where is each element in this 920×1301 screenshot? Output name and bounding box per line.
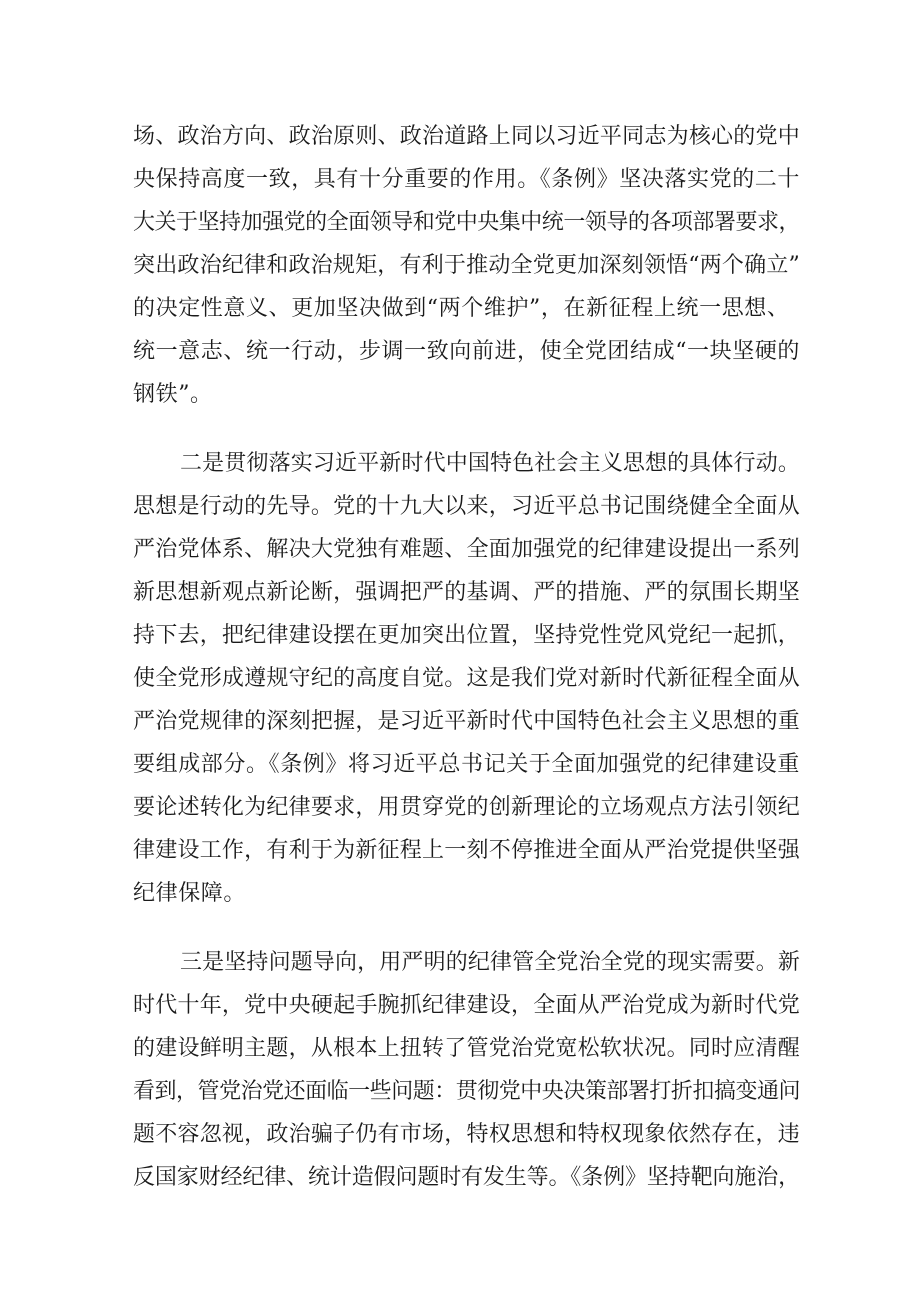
text-line: 突出政治纪律和政治规矩，有利于推动全党更加深刻领悟“两个确立”: [133, 253, 800, 278]
text-line: 场、政治方向、政治原则、政治道路上同以习近平同志为核心的党中: [133, 124, 800, 149]
text-line: 看到，管党治党还面临一些问题：贯彻党中央决策部署打折扣搞变通问: [133, 1079, 800, 1104]
text-line: 纪律保障。: [133, 881, 247, 906]
text-line: 严治党体系、解决大党独有难题、全面加强党的纪律建设提出一系列: [133, 537, 800, 562]
text-line: 统一意志、统一行动，步调一致向前进，使全党团结成“一块坚硬的: [133, 339, 800, 364]
text-line: 反国家财经纪律、统计造假问题时有发生等。《条例》坚持靶向施治，: [133, 1165, 800, 1190]
text-line: 持下去，把纪律建设摆在更加突出位置，坚持党性党风党纪一起抓，: [133, 623, 800, 648]
text-line: 三是坚持问题导向，用严明的纪律管全党治全党的现实需要。新: [180, 950, 800, 975]
text-line: 题不容忽视，政治骗子仍有市场，特权思想和特权现象依然存在，违: [133, 1122, 800, 1147]
text-line: 要论述转化为纪律要求，用贯穿党的创新理论的立场观点方法引领纪: [133, 795, 800, 820]
text-line: 二是贯彻落实习近平新时代中国特色社会主义思想的具体行动。: [180, 451, 800, 476]
text-line: 思想是行动的先导。党的十九大以来，习近平总书记围绕健全全面从: [133, 494, 800, 519]
text-line: 的建设鲜明主题，从根本上扭转了管党治党宽松软状况。同时应清醒: [133, 1036, 800, 1061]
text-line: 严治党规律的深刻把握，是习近平新时代中国特色社会主义思想的重: [133, 709, 800, 734]
text-line: 律建设工作，有利于为新征程上一刻不停推进全面从严治党提供坚强: [133, 838, 800, 863]
text-line: 使全党形成遵规守纪的高度自觉。这是我们党对新时代新征程全面从: [133, 666, 800, 691]
text-line: 新思想新观点新论断，强调把严的基调、严的措施、严的氛围长期坚: [133, 580, 800, 605]
text-line: 大关于坚持加强党的全面领导和党中央集中统一领导的各项部署要求，: [133, 210, 800, 235]
text-line: 央保持高度一致，具有十分重要的作用。《条例》坚决落实党的二十: [133, 167, 800, 192]
text-line: 要组成部分。《条例》将习近平总书记关于全面加强党的纪律建设重: [133, 752, 800, 777]
text-line: 时代十年，党中央硬起手腕抓纪律建设，全面从严治党成为新时代党: [133, 993, 800, 1018]
text-line: 钢铁”。: [133, 382, 213, 407]
text-line: 的决定性意义、更加坚决做到“两个维护”，在新征程上统一思想、: [133, 296, 790, 321]
